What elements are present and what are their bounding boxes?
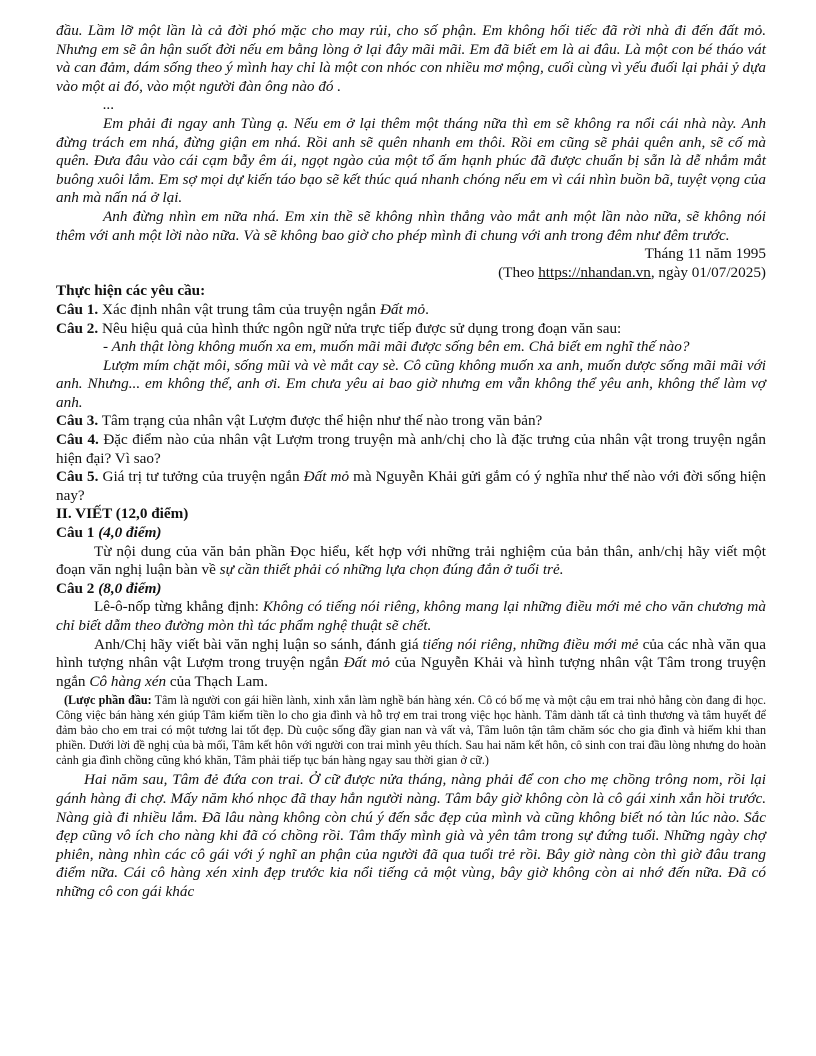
writing-question-2-task	[56, 636, 766, 692]
question-5-text: Giá trị tư tưởng của truyện ngắn	[98, 468, 304, 486]
question-2-label: Câu 2.	[56, 319, 99, 337]
writing-question-1-heading	[56, 524, 766, 543]
requirements-heading: Thực hiện các yêu cầu:	[56, 282, 206, 300]
story-summary	[56, 693, 766, 768]
task-part-a: Anh/Chị hãy viết bài văn nghị luận so sánh, đánh giá	[94, 635, 423, 653]
writing-question-2-label: Câu 2	[56, 579, 99, 597]
question-5	[56, 468, 766, 505]
question-5-end: mà Nguyễn Khải gửi gắm có ý nghĩa như thế nào với đời sống hiện nay?	[56, 468, 766, 504]
question-2-quote-2: Lượm mím chặt môi, sống mũi và vè mắt cay sè. Cô cũng không muốn xa anh, muốn dược sống mãi mãi với anh. Nhưng... em không thể, anh ơi. Em chưa yêu ai bao giờ nhưng em vẫn không thể yêu anh, không thể làm vợ anh.	[56, 356, 766, 411]
writing-question-1-points: (4,0 điểm)	[98, 524, 162, 542]
question-5-label: Câu 5.	[56, 468, 99, 486]
story-summary-text: Tâm là người con gái hiền lành, xinh xắn làm nghề bán hàng xén. Cô có bố mẹ và một cậu em trai nhỏ hằng còn đang đi học. Công việc bán hàng xén giúp Tâm kiếm tiền lo cho gia đình và hỗ trợ em trai trong việc học hành. Tâm dành tất cả tình thương và tâm huyết để đảm bảo cho em trai có một tương lai tốt đẹp. Dù cuộc sống đầy gian nan và vất vả, Tâm luôn tận tâm chăm sóc cho gia đình và hiếm khi than phiền. Dưới lời đề nghị của bà mối, Tâm kết hôn với người con trai mình yêu thích. Sau hai năm kết hôn, cô sinh con trai đầu lòng nhưng do hoàn cảnh gia đình chồng cũng khó khăn, Tâm phải tiếp tục bán hàng ngay sau thời gian ở cữ.)	[56, 693, 766, 768]
question-5-title: Đất mỏ	[303, 468, 350, 486]
passage-paragraph-3: Anh đừng nhìn em nữa nhá. Em xin thề sẽ không nhìn thẳng vào mắt anh một lần nào nữa, sẽ không nói thêm với anh một lời nào nữa. Và sẽ không bao giờ cho phép mình đi chung với anh trong đêm như đêm trước.	[56, 207, 766, 244]
source-link[interactable]: https://nhandan.vn	[538, 263, 651, 281]
document-page	[56, 22, 766, 902]
question-2	[56, 320, 766, 339]
question-1-label: Câu 1.	[56, 300, 99, 318]
writing-question-2-points: (8,0 điểm)	[98, 579, 162, 597]
question-1-text: Xác định nhân vật trung tâm của truyện ngắn	[98, 300, 380, 318]
passage-ellipsis: ...	[103, 96, 115, 114]
passage-date: Tháng 11 năm 1995	[644, 245, 766, 263]
question-3	[56, 412, 766, 431]
passage-source	[56, 264, 766, 283]
question-4	[56, 431, 766, 468]
task-part-c: của Nguyễn Khải và hình tượng nhân vật Tâm trong truyện ngắn	[56, 654, 767, 690]
question-3-text: Tâm trạng của nhân vật Lượm được thể hiện như thế nào trong văn bản?	[98, 412, 543, 430]
task-emphasis: tiếng nói riêng, những điều mới mẻ	[422, 635, 639, 653]
source-suffix: , ngày 01/07/2025)	[650, 263, 766, 281]
task-part-b: của các nhà văn qua hình tượng nhân vật Lượm trong truyện ngắn	[56, 635, 766, 672]
question-1-title: Đất mỏ	[379, 300, 426, 318]
writing-question-1-text	[56, 543, 766, 580]
story-excerpt: Hai năm sau, Tâm đẻ đứa con trai. Ở cữ được nửa tháng, nàng phải để con cho mẹ chồng trông nom, rồi lại gánh hàng đi chợ. Mấy năm khó nhọc đã thay hẳn người nàng. Tâm bây giờ không còn là cô gái xinh xắn hồi trước. Nàng già đi nhiều lắm. Đã lâu nàng không còn chú ý đến sắc đẹp của mình và cũng không biết nó tàn lúc nào. Sắc đẹp cũng vô ích cho nàng khi đã có chồng rồi. Tâm thấy mình già và yên tâm trong sự đứng tuổi. Những ngày chợ phiên, nàng nhìn các cô gái với ý nghĩ an phận của người đã qua tuổi trẻ rồi. Bây giờ nàng còn thì giờ đâu trang điểm nữa. Cái cô hàng xén xinh đẹp trước kia nổi tiếng cả một vùng, bây giờ không còn ai nhớ đến nữa. Đã có những cô con gái khác	[56, 771, 766, 900]
writing-question-2-intro: Lê-ô-nốp từng khẳng định:	[94, 598, 263, 616]
passage-paragraph-1: đầu. Lầm lỡ một lần là cả đời phó mặc cho may rủi, cho số phận. Em không hối tiếc đã rời nhà đi đến đất mỏ. Nhưng em sẽ ân hận suốt đời nếu em bằng lòng ở lại đây mãi mãi. Em đã biết em là ai đâu. Là một con bé tháo vát và can đảm, dám sống theo ý mình hay chỉ là một con nhóc con nhiều mơ mộng, cuối cùng vì yếu đuối lại phải ỷ dựa vào một ai đó, vào một người đàn ông nào đó .	[56, 22, 766, 95]
task-title-1: Đất mỏ	[343, 654, 390, 672]
writing-question-1-label: Câu 1	[56, 524, 99, 542]
question-3-label: Câu 3.	[56, 412, 99, 430]
writing-question-1-body: Từ nội dung của văn bản phần Đọc hiểu, kết hợp với những trải nghiệm của bản thân, anh/chị hãy viết một đoạn văn nghị luận bàn về	[56, 542, 766, 579]
writing-heading: II. VIẾT (12,0 điểm)	[56, 505, 189, 523]
writing-question-2-heading	[56, 580, 766, 599]
question-4-text: Đặc điểm nào của nhân vật Lượm trong truyện mà anh/chị cho là đặc trưng của nhân vật trong truyện ngắn hiện đại? Vì sao?	[56, 431, 766, 467]
task-part-d: của Thạch Lam.	[166, 672, 268, 690]
writing-question-1-topic: sự cần thiết phải có những lựa chọn đúng đắn ở tuổi trẻ.	[219, 561, 564, 579]
story-summary-label: (Lược phần đầu:	[64, 693, 152, 708]
question-1	[56, 301, 766, 320]
source-prefix: (Theo	[498, 263, 539, 281]
question-1-end: .	[425, 300, 429, 318]
writing-question-2-quote-text: Không có tiếng nói riêng, không mang lại những điều mới mẻ cho văn chương mà chỉ biết dẫm theo đường mòn thì tác phẩm nghệ thuật sẽ chết.	[56, 598, 766, 634]
question-4-label: Câu 4.	[56, 431, 99, 449]
question-2-quote-1: - Anh thật lòng không muốn xa em, muốn mãi mãi được sống bên em. Chả biết em nghĩ thế nào?	[103, 338, 690, 356]
writing-question-2-quote	[56, 598, 766, 635]
task-title-2: Cô hàng xén	[89, 672, 167, 690]
passage-paragraph-2: Em phải đi ngay anh Tùng ạ. Nếu em ở lại thêm một tháng nữa thì em sẽ không ra nổi cái nhà này. Anh đừng trách em nhá, đừng giận em nhá. Rồi anh sẽ quên nhanh em thôi. Rồi em cũng sẽ phải quên anh, sẽ cố mà quên. Đưa đâu vào cái cạm bẫy êm ái, ngọt ngào của một tổ ấm hạnh phúc đã được chuẩn bị sẵn là dễ nhắm mắt buông xuôi lắm. Em sợ mọi dự kiến táo bạo sẽ kết thúc quá nhanh chóng nếu em vì cái nhìn buồn bã, tuyệt vọng của anh mà nấn ná ở lại.	[56, 114, 766, 207]
question-2-text: Nêu hiệu quả của hình thức ngôn ngữ nửa trực tiếp được sử dụng trong đoạn văn sau:	[98, 319, 622, 337]
